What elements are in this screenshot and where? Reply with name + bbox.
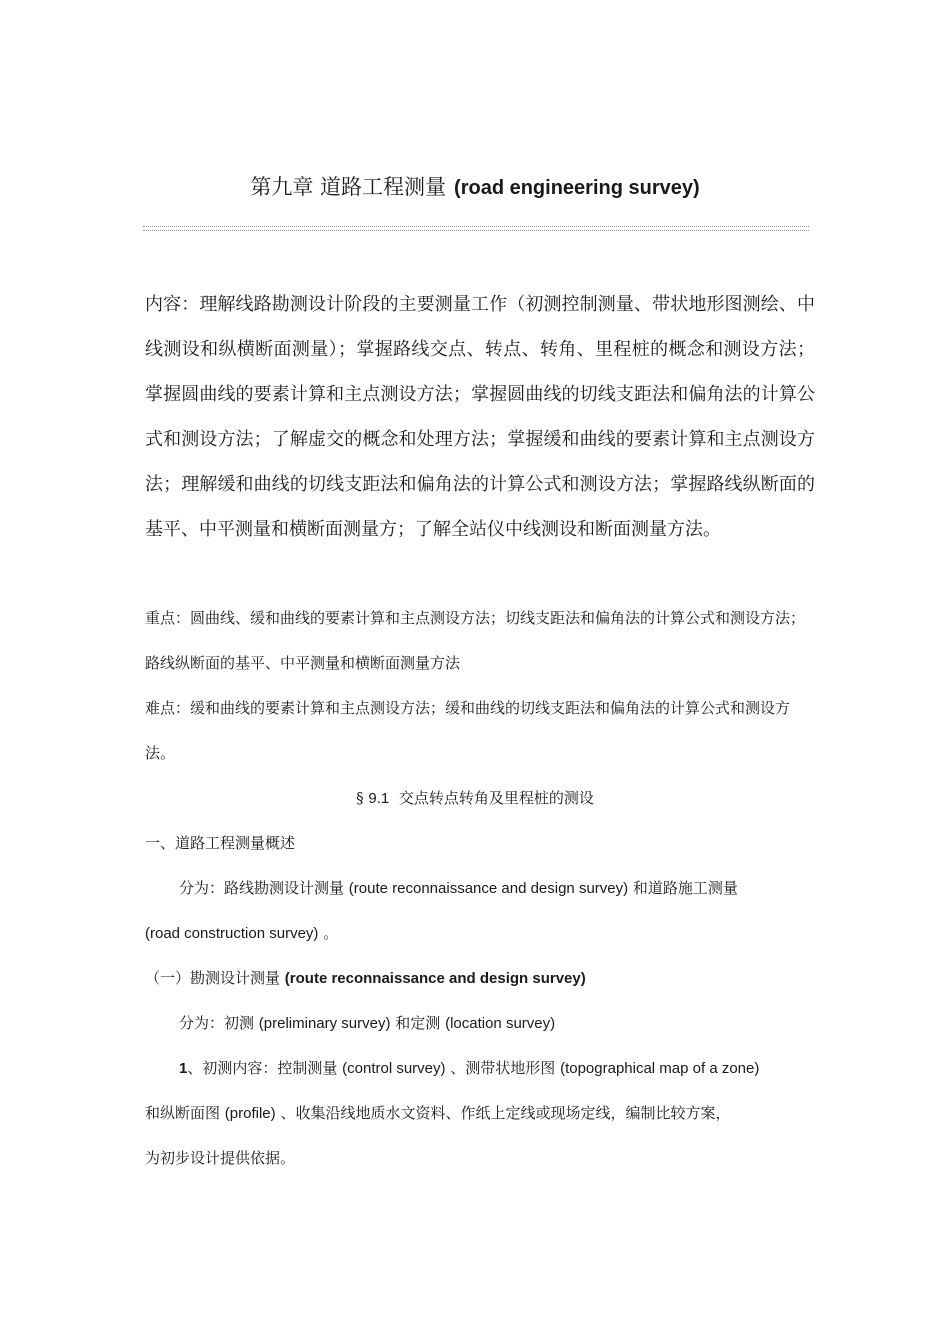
item1-en2: (topographical map of a zone)	[560, 1060, 760, 1077]
content-paragraph: 内容：理解线路勘测设计阶段的主要测量工作（初测控制测量、带状地形图测绘、中线测设和纵横断面测量）；掌握路线交点、转点、转角、里程桩的概念和测设方法；掌握圆曲线的要素计算和主点测设方法；掌握圆曲线的切线支距法和偏角法的计算公式和测设方法；了解虚交的概念和处理方法；掌握缓和曲线的要素计算和主点测设方法；理解缓和曲线的切线支距法和偏角法的计算公式和测设方法；掌握路线纵断面的基平、中平测量和横断面测量方；了解全站仪中线测设和断面测量方法。	[145, 294, 815, 540]
heading-overview: 一、道路工程测量概述	[145, 834, 296, 852]
divide-en2: (road construction survey)	[145, 925, 319, 942]
divide-end: 。	[323, 924, 339, 942]
divide2-en1: (preliminary survey)	[258, 1015, 391, 1032]
divide2-mid: 和定测	[395, 1014, 441, 1032]
item1-e: 为初步设计提供依据。	[145, 1149, 296, 1167]
item1-en1: (control survey)	[342, 1060, 446, 1077]
sub1-en: (route reconnaissance and design survey)	[284, 970, 586, 987]
item1-line-end	[145, 1136, 815, 1181]
item1-d: 、收集沿线地质水文资料、作纸上定线或现场定线，编制比较方案，	[280, 1104, 731, 1122]
item1-en3: (profile)	[224, 1105, 276, 1122]
divide-en1: (route reconnaissance and design survey)	[348, 880, 629, 897]
divide2-en2: (location survey)	[445, 1015, 556, 1032]
item1-a: 、初测内容：控制测量	[187, 1059, 338, 1077]
divide2-line	[145, 1001, 849, 1046]
divide-prefix: 分为：路线勘测设计测量	[179, 879, 345, 897]
chapter-title-cn: 第九章 道路工程测量	[250, 175, 447, 199]
item1-b: 、测带状地形图	[450, 1059, 556, 1077]
chapter-title-en: (road engineering survey)	[454, 177, 700, 199]
title-divider	[143, 226, 809, 231]
divide2-prefix: 分为：初测	[179, 1014, 255, 1032]
sub1-cn: （一）勘测设计测量	[145, 969, 281, 987]
divide-line-cont	[145, 911, 815, 956]
item1-c: 和纵断面图	[145, 1104, 221, 1122]
section-heading	[0, 776, 950, 821]
item1-line-cont	[145, 1091, 815, 1136]
subheading-reconnaissance	[145, 956, 815, 1001]
chapter-title	[0, 172, 950, 203]
item1-num: 1	[179, 1060, 188, 1077]
key-points-paragraph: 重点：圆曲线、缓和曲线的要素计算和主点测设方法；切线支距法和偏角法的计算公式和测设方法；路线纵断面的基平、中平测量和横断面测量方法	[145, 609, 806, 672]
section-mark: §	[356, 789, 364, 807]
divide-line	[145, 866, 849, 911]
section-number: 9.1	[368, 790, 390, 807]
section-title: 交点转点转角及里程桩的测设	[398, 789, 594, 807]
difficulties-paragraph: 难点：缓和曲线的要素计算和主点测设方法；缓和曲线的切线支距法和偏角法的计算公式和测设方法。	[145, 699, 791, 762]
divide-mid: 和道路施工测量	[632, 879, 738, 897]
item1-line	[145, 1046, 849, 1091]
